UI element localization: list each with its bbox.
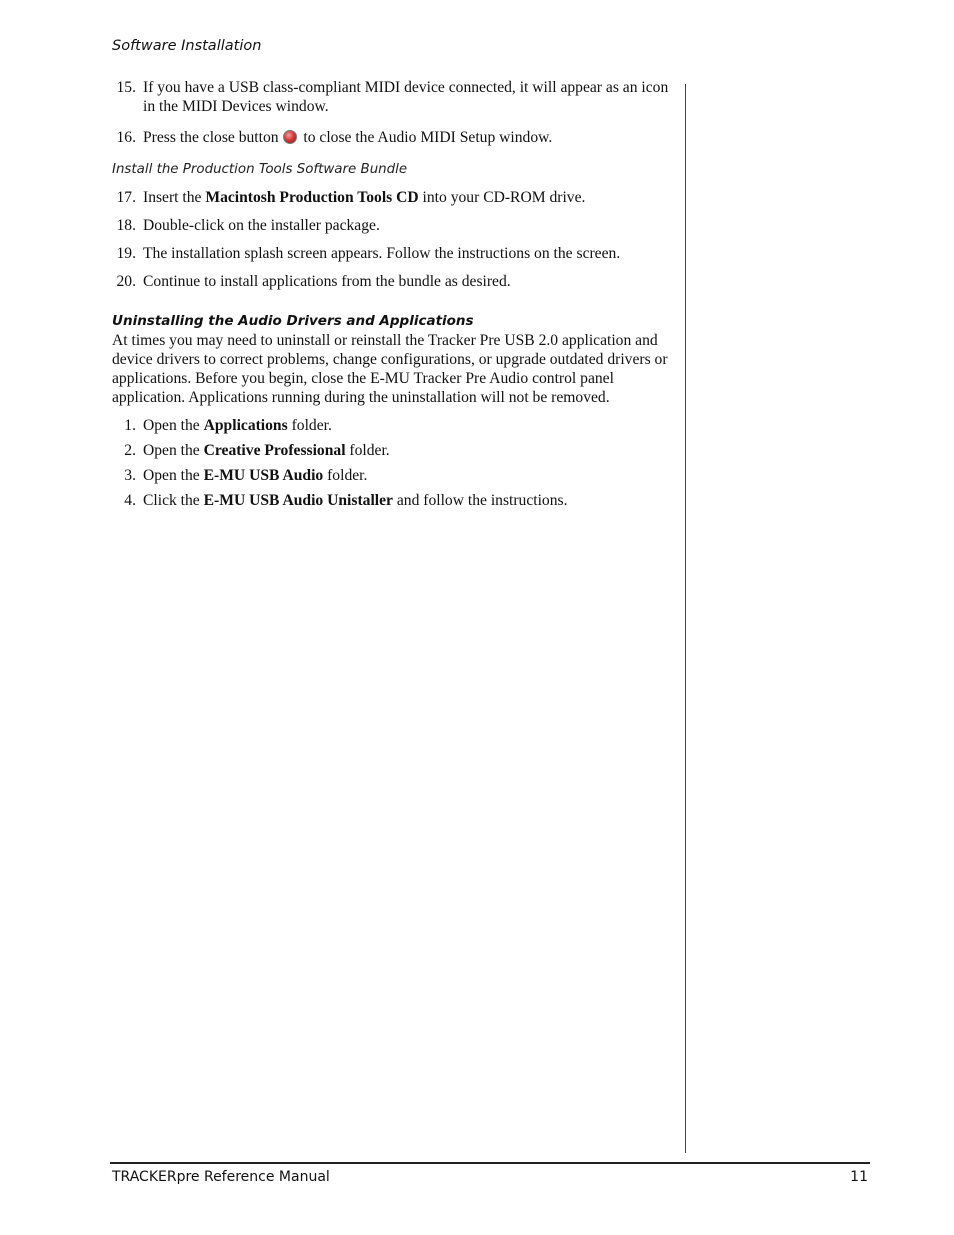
step-number: 1.	[124, 417, 136, 434]
step-bold-text: Applications	[203, 417, 288, 434]
step-number: 18.	[116, 217, 136, 234]
step-text: Continue to install applications from the bundle as desired.	[143, 273, 511, 290]
steps-list-second	[112, 188, 674, 291]
list-item	[112, 216, 674, 235]
step-text-before: Insert the	[143, 189, 206, 206]
step-text-before: Open the	[143, 442, 204, 459]
section-intro: At times you may need to uninstall or reinstall the Tracker Pre USB 2.0 application and device drivers to correct problems, change configurations, or upgrade outdated drivers or applications. Before you begin, close the E-MU Tracker Pre Audio control panel application. Applications running during the uninstallation will not be removed.	[112, 332, 668, 406]
list-item	[112, 128, 674, 147]
page-number: 11	[850, 1169, 868, 1185]
list-item	[112, 272, 674, 291]
step-text-after: folder.	[323, 467, 368, 484]
step-number: 2.	[124, 442, 136, 459]
step-text-after: and follow the instructions.	[392, 492, 568, 509]
step-text-after: into your CD-ROM drive.	[418, 189, 586, 206]
steps-list-first	[112, 78, 674, 147]
list-item	[112, 491, 674, 510]
step-text-after: to close the Audio MIDI Setup window.	[303, 129, 553, 146]
step-text-after: folder.	[345, 442, 390, 459]
main-content	[112, 78, 674, 516]
list-item	[112, 188, 674, 207]
list-item	[112, 466, 674, 485]
list-item	[112, 441, 674, 460]
step-number: 4.	[124, 492, 136, 509]
step-number: 20.	[116, 273, 136, 290]
step-text-before: Click the	[143, 492, 204, 509]
list-item	[112, 244, 674, 263]
footer-divider	[110, 1162, 870, 1164]
column-divider	[685, 84, 686, 1153]
running-header: Software Installation	[112, 38, 262, 54]
step-text: If you have a USB class-compliant MIDI device connected, it will appear as an icon in the MIDI Devices window.	[143, 79, 669, 115]
list-item	[112, 416, 674, 435]
footer-manual-title: TRACKERpre Reference Manual	[112, 1169, 330, 1185]
step-number: 19.	[116, 245, 136, 262]
step-text-before: Open the	[143, 417, 204, 434]
step-text-after: folder.	[287, 417, 332, 434]
step-text-before: Press the close button	[143, 129, 279, 146]
step-text: Double-click on the installer package.	[143, 217, 380, 234]
step-text: The installation splash screen appears. Follow the instructions on the screen.	[143, 245, 621, 262]
step-number: 15.	[116, 79, 136, 96]
list-item	[112, 78, 674, 116]
steps-list-uninstall	[112, 416, 674, 510]
step-bold-text: Macintosh Production Tools CD	[205, 189, 419, 206]
subsection-title: Install the Production Tools Software Bundle	[112, 162, 408, 177]
step-bold-text: E-MU USB Audio Unistaller	[203, 492, 393, 509]
step-number: 17.	[116, 189, 136, 206]
section-heading: Uninstalling the Audio Drivers and Applications	[112, 313, 474, 329]
step-text-before: Open the	[143, 467, 204, 484]
step-bold-text: E-MU USB Audio	[203, 467, 324, 484]
step-number: 3.	[124, 467, 136, 484]
close-button-icon	[283, 130, 297, 144]
step-number: 16.	[116, 129, 136, 146]
step-bold-text: Creative Professional	[203, 442, 346, 459]
